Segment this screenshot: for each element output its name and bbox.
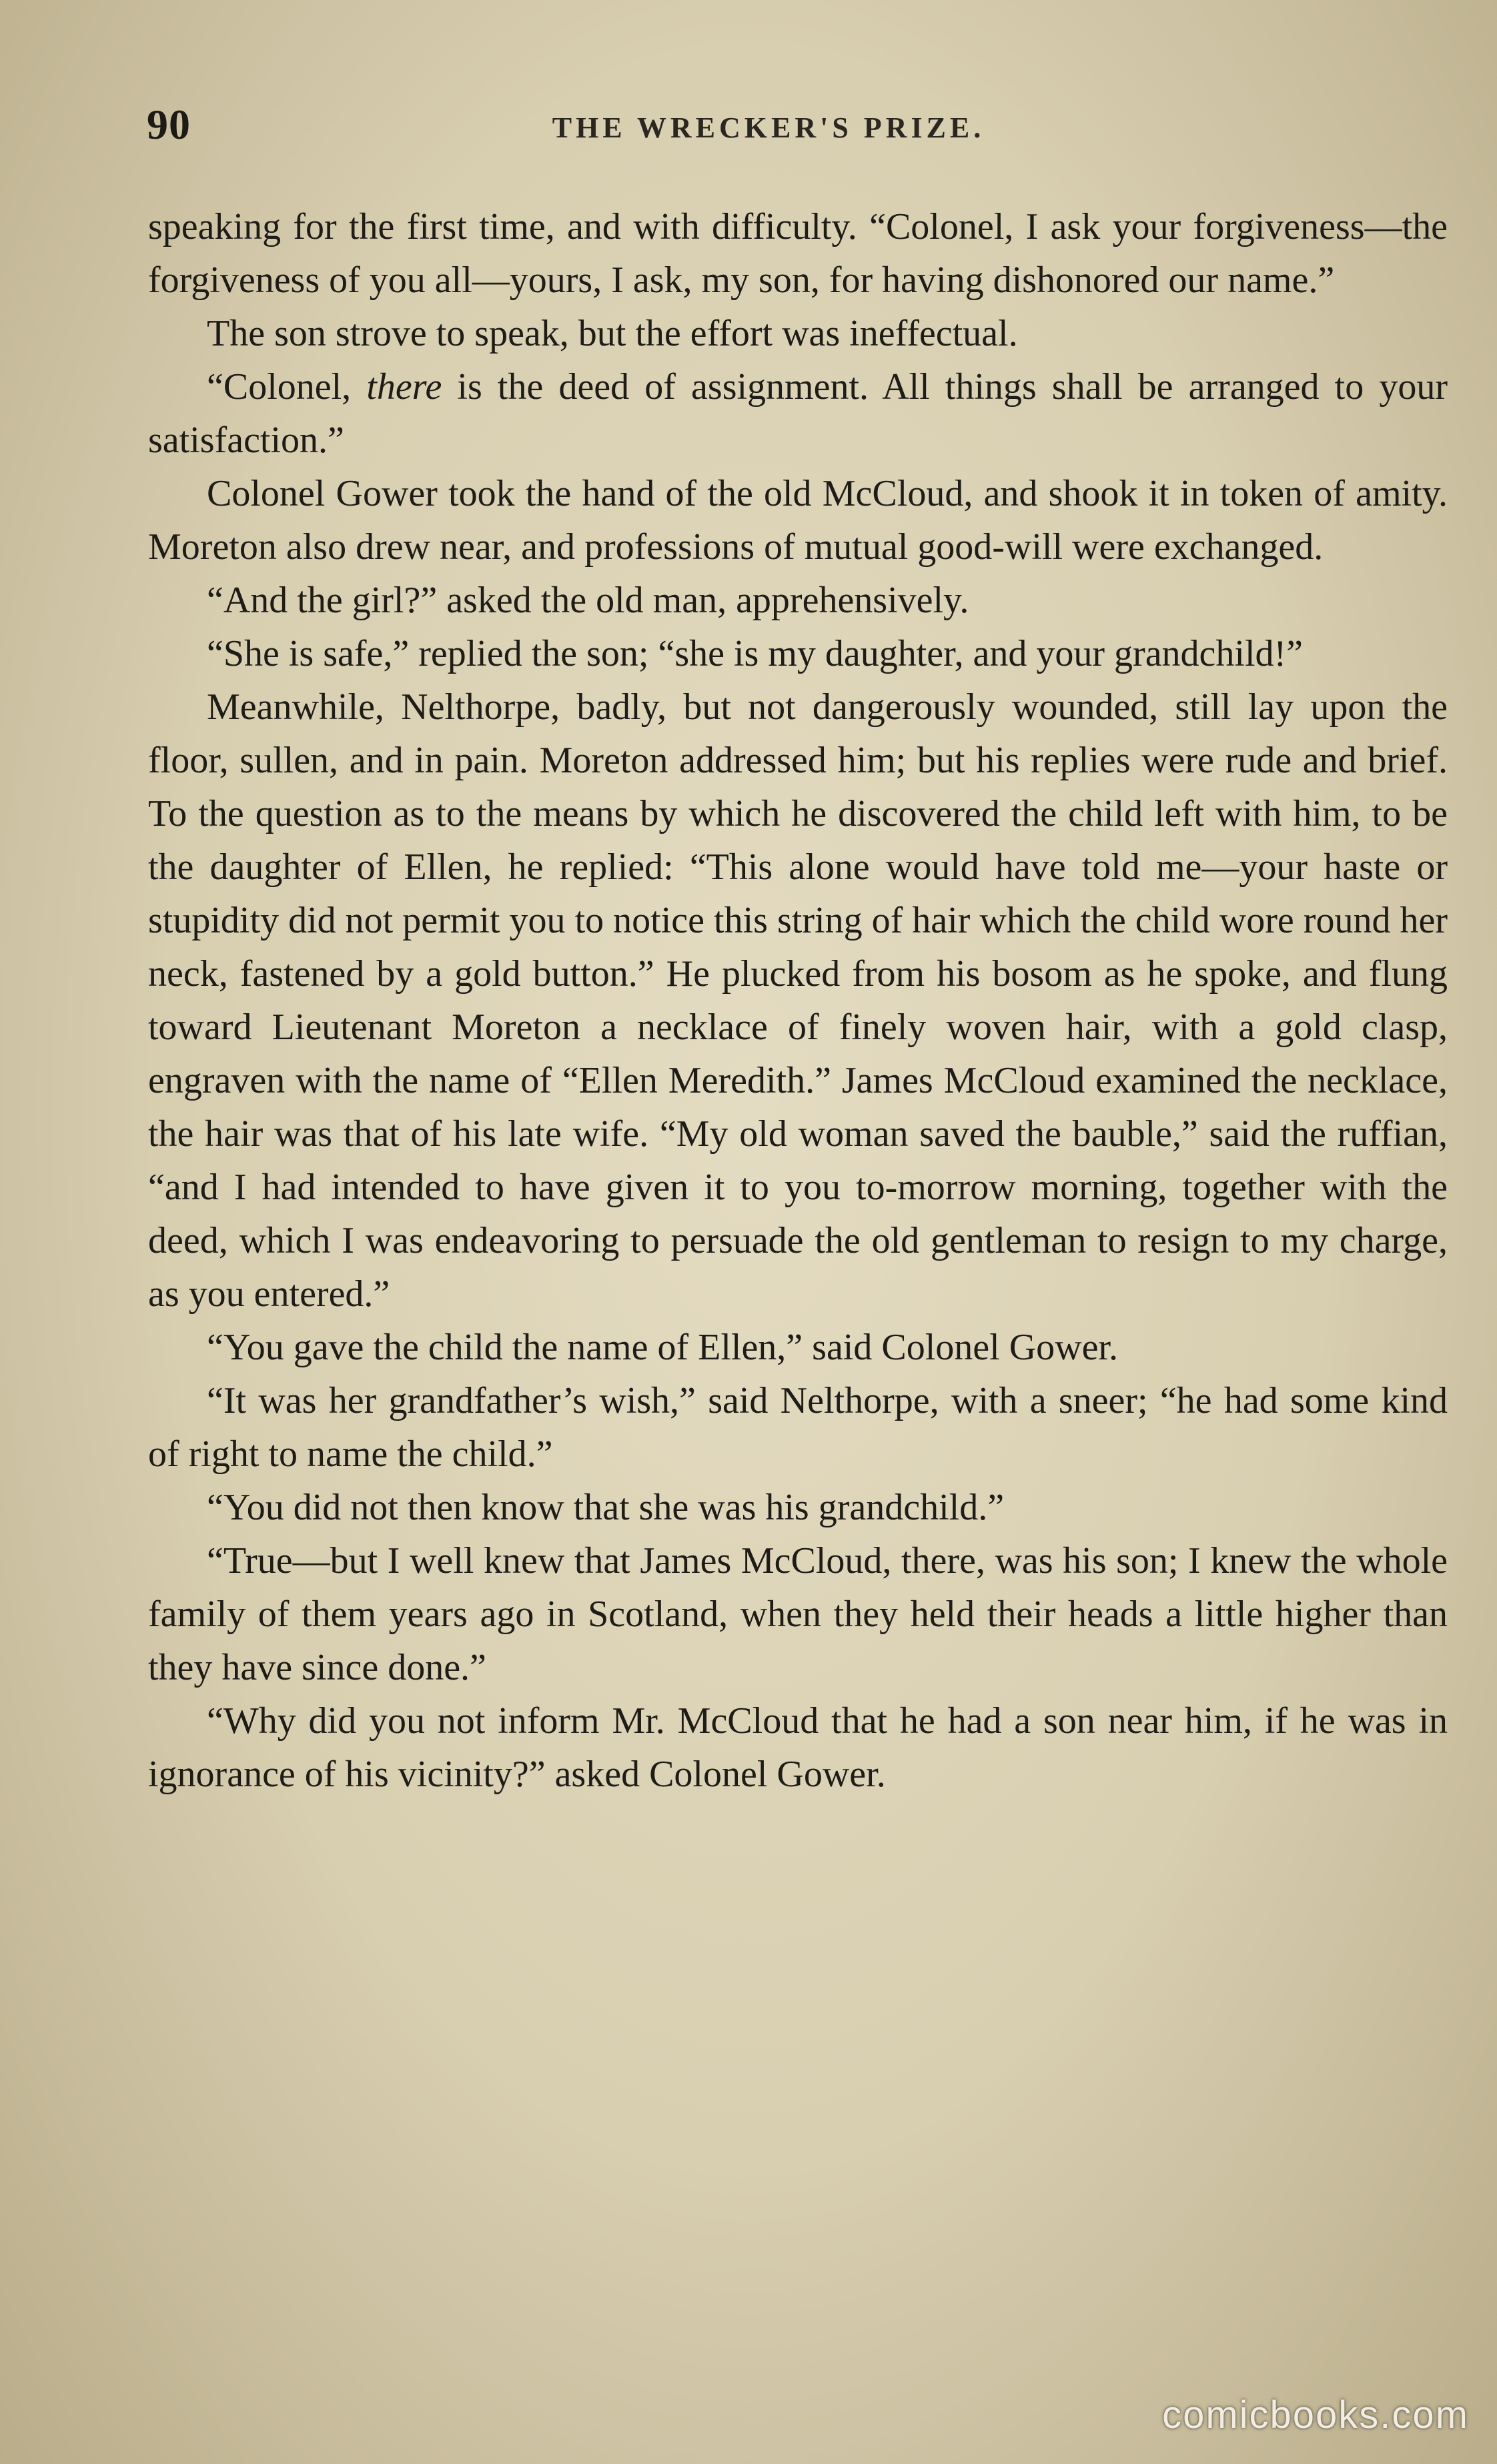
page-number: 90 <box>147 101 191 148</box>
paragraph-7: Meanwhile, Nelthorpe, badly, but not dangerously wounded, still lay upon the floor, sullen, and in pain. Moreton addressed him; but his replies were rude and brief. To the question as to the means by which he discovered the child left with him, to be the daughter of Ellen, he replied: “This alone would have told me—your haste or stupidity did not permit you to notice this string of hair which the child wore round her neck, fastened by a gold button.” He plucked from his bosom as he spoke, and flung toward Lieutenant Moreton a necklace of finely woven hair, with a gold clasp, engraven with the name of “Ellen Meredith.” James McCloud examined the necklace, the hair was that of his late wife. “My old woman saved the bauble,” said the ruffian, “and I had intended to have given it to you to-morrow morning, together with the deed, which I was endeavoring to persuade the old gentleman to resign to my charge, as you entered.” <box>148 686 1448 1315</box>
paragraph-10: “You did not then know that she was his grandchild.” <box>207 1487 1005 1528</box>
paragraph-9: “It was her grandfather’s wish,” said Nelthorpe, with a sneer; “he had some kind of right to name the child.” <box>148 1380 1448 1475</box>
watermark: comicbooks.com <box>1162 2393 1469 2437</box>
running-title: THE WRECKER'S PRIZE. <box>552 111 985 144</box>
paragraph-11: “True—but I well knew that James McCloud, there, was his son; I knew the whole family of them years ago in Scotland, when they held their heads a little higher than they have since done.” <box>148 1540 1448 1688</box>
paragraph-3-emphasis: there <box>366 366 442 408</box>
paragraph-8: “You gave the child the name of Ellen,” said Colonel Gower. <box>207 1327 1118 1368</box>
paragraph-6: “She is safe,” replied the son; “she is my daughter, and your grandchild!” <box>207 633 1304 674</box>
paragraph-3 <box>148 360 1448 467</box>
paragraph-5: “And the girl?” asked the old man, apprehensively. <box>207 580 969 621</box>
paragraph-3-before: “Colonel, <box>207 366 367 408</box>
body-text <box>148 200 1448 1801</box>
paragraph-4: Colonel Gower took the hand of the old McCloud, and shook it in token of amity. Moreton also drew near, and professions of mutual good-will were exchanged. <box>148 473 1448 568</box>
paragraph-2: The son strove to speak, but the effort was ineffectual. <box>207 313 1018 354</box>
page-header <box>0 0 1497 200</box>
paragraph-1: speaking for the first time, and with difficulty. “Colonel, I ask your forgiveness—the forgiveness of you all—yours, I ask, my son, for having dishonored our name.” <box>148 206 1448 301</box>
paragraph-12: “Why did you not inform Mr. McCloud that he had a son near him, if he was in ignorance of his vicinity?” asked Colonel Gower. <box>148 1700 1448 1795</box>
paragraph-3-after: is the deed of assignment. All things shall be arranged to your satisfaction.” <box>148 366 1448 461</box>
